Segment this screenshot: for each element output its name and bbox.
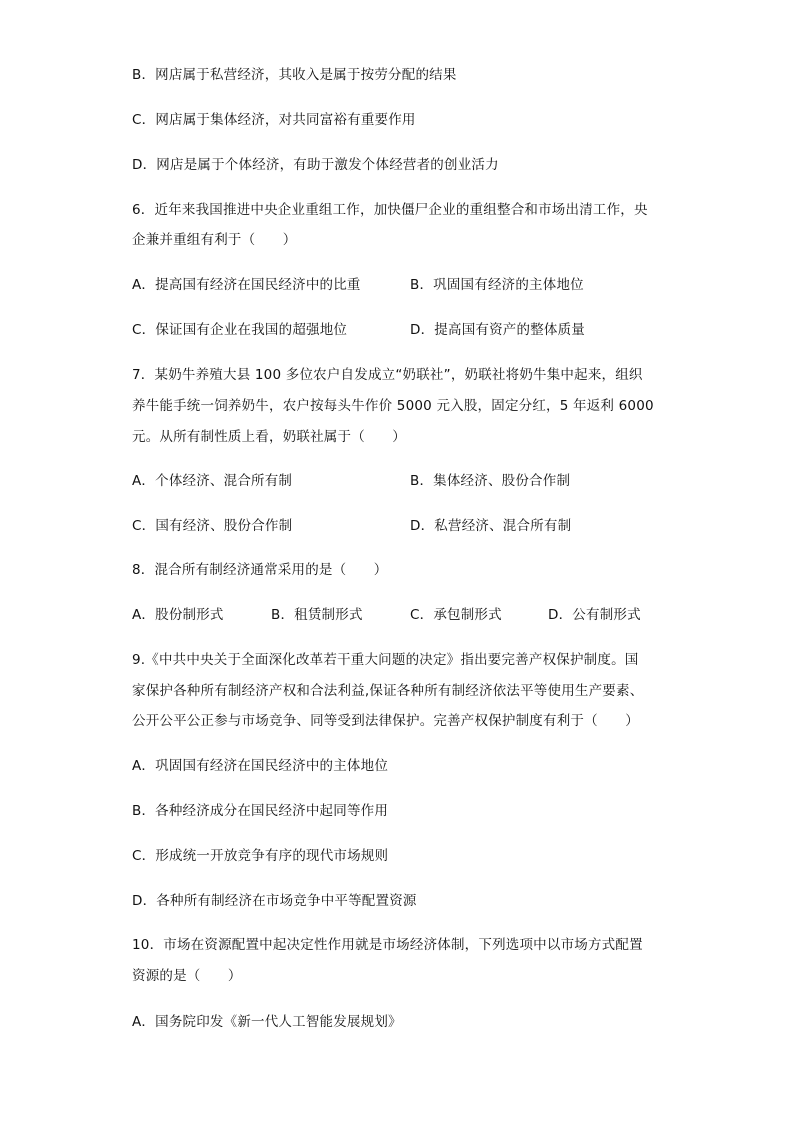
q8-stem-line-1: 8．混合所有制经济通常采用的是（ ） [132, 562, 388, 578]
q5-option-d: D．网店是属于个体经济，有助于激发个体经营者的创业活力 [132, 157, 499, 173]
q6-stem-line-2: 企兼并重组有利于（ ） [132, 232, 297, 248]
q6-option-c: C．保证国有企业在我国的超强地位 [132, 322, 348, 338]
q6-stem-line-1: 6．近年来我国推进中央企业重组工作，加快僵尸企业的重组整合和市场出清工作，央 [132, 202, 648, 218]
q8-option-b: B．租赁制形式 [271, 607, 363, 623]
q7-stem-line-1: 7．某奶牛养殖大县 100 多位农户自发成立“奶联社”，奶联社将奶牛集中起来，组织 [132, 367, 643, 383]
q7-stem-line-2: 养牛能手统一饲养奶牛，农户按每头牛作价 5000 元入股，固定分红，5 年返利 6000 [132, 398, 654, 414]
q9-stem-line-2: 家保护各种所有制经济产权和合法利益,保证各种所有制经济依法平等使用生产要素、 [132, 683, 644, 699]
q9-stem-line-1: 9.《中共中央关于全面深化改革若干重大问题的决定》指出要完善产权保护制度。国 [132, 652, 639, 668]
q7-option-b: B．集体经济、股份合作制 [410, 473, 571, 489]
q10-stem-line-1: 10．市场在资源配置中起决定性作用就是市场经济体制，下列选项中以市场方式配置 [132, 937, 643, 953]
q9-option-d: D．各种所有制经济在市场竞争中平等配置资源 [132, 893, 417, 909]
q8-option-a: A．股份制形式 [132, 607, 224, 623]
q5-option-c: C．网店属于集体经济，对共同富裕有重要作用 [132, 112, 416, 128]
q9-stem-line-3: 公开公平公正参与市场竞争、同等受到法律保护。完善产权保护制度有利于（ ） [132, 713, 639, 729]
q9-option-b: B．各种经济成分在国民经济中起同等作用 [132, 803, 389, 819]
q6-option-a: A．提高国有经济在国民经济中的比重 [132, 277, 361, 293]
q7-option-d: D．私营经济、混合所有制 [410, 518, 572, 534]
q9-option-c: C．形成统一开放竞争有序的现代市场规则 [132, 848, 389, 864]
q5-option-b: B．网店属于私营经济，其收入是属于按劳分配的结果 [132, 67, 457, 83]
q8-option-d: D．公有制形式 [548, 607, 641, 623]
q6-option-b: B．巩固国有经济的主体地位 [410, 277, 584, 293]
q8-option-c: C．承包制形式 [410, 607, 502, 623]
q10-stem-line-2: 资源的是（ ） [132, 968, 242, 984]
q9-option-a: A．巩固国有经济在国民经济中的主体地位 [132, 758, 389, 774]
q10-option-a: A．国务院印发《新一代人工智能发展规划》 [132, 1014, 402, 1030]
q7-stem-line-3: 元。从所有制性质上看，奶联社属于（ ） [132, 429, 406, 445]
q7-option-a: A．个体经济、混合所有制 [132, 473, 293, 489]
q6-option-d: D．提高国有资产的整体质量 [410, 322, 585, 338]
q7-option-c: C．国有经济、股份合作制 [132, 518, 293, 534]
